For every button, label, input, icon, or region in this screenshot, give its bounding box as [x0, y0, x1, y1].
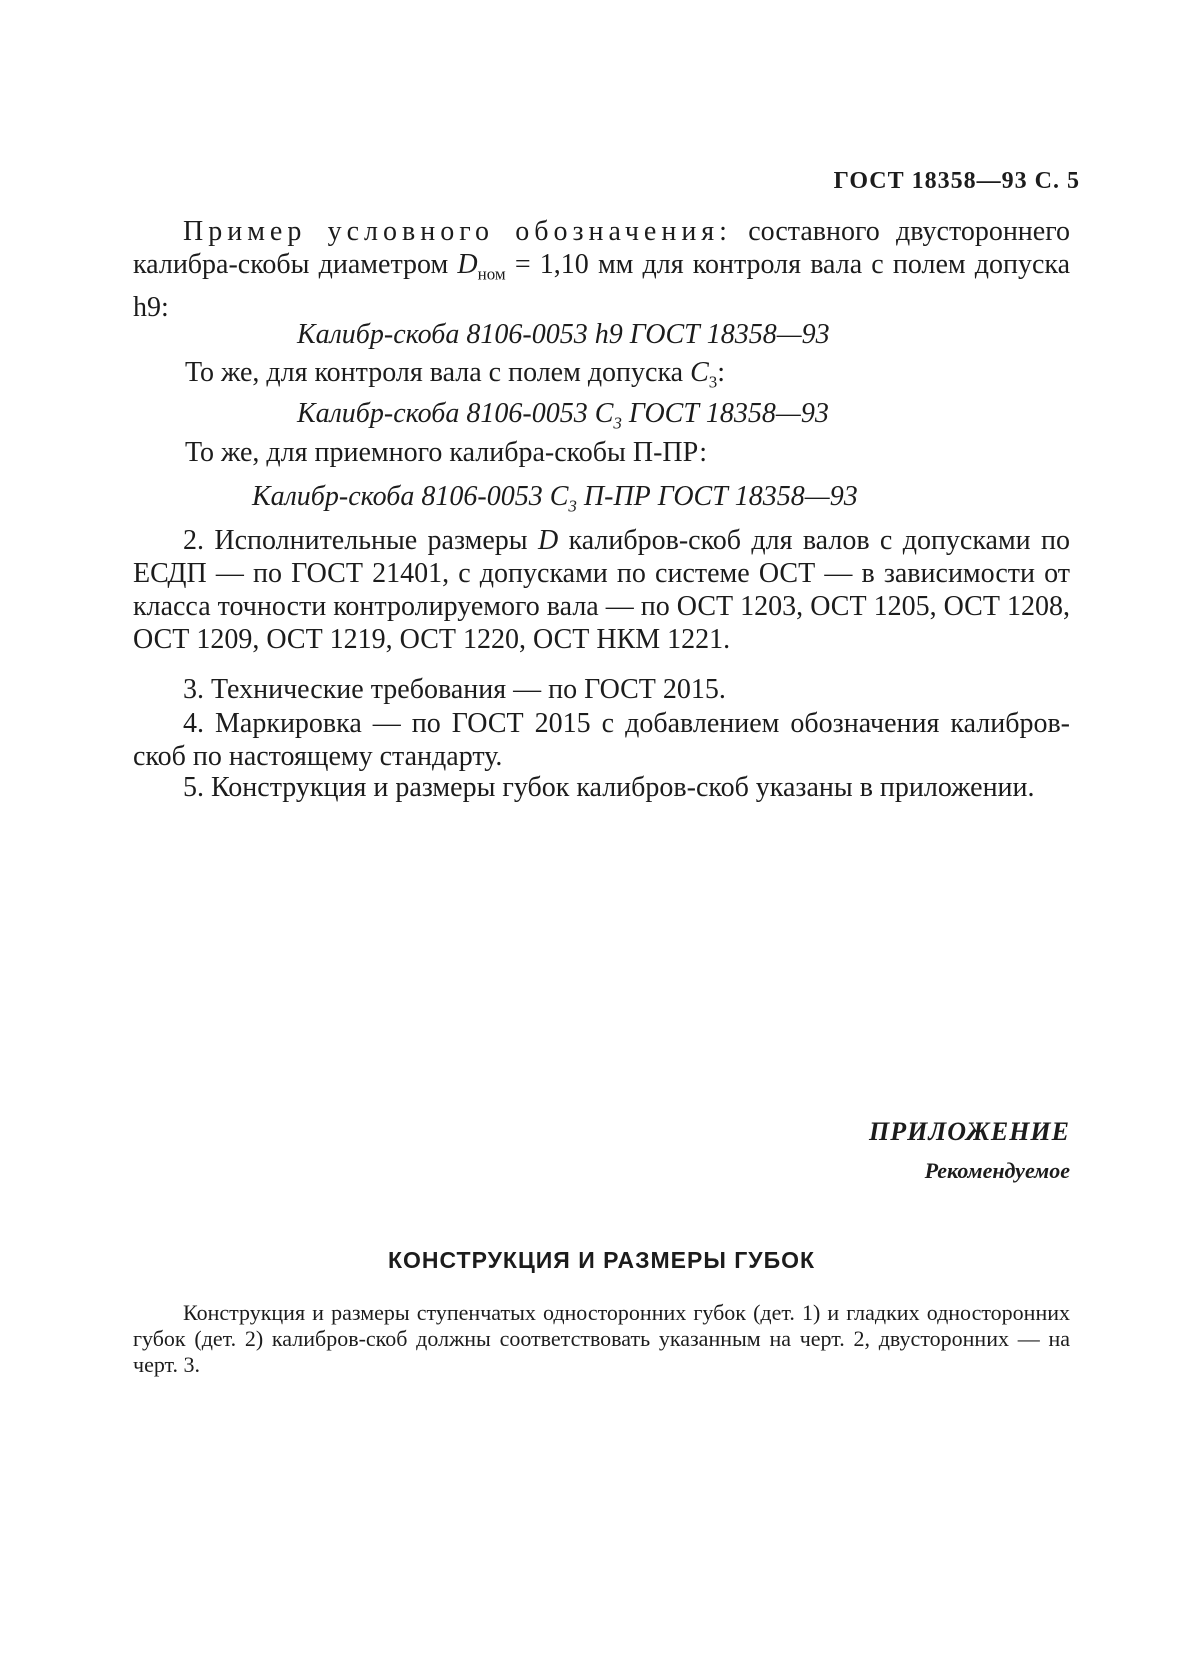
- section-title: КОНСТРУКЦИЯ И РАЗМЕРЫ ГУБОК: [387, 1247, 816, 1273]
- page-number: С. 5: [1034, 168, 1080, 194]
- standard-number: ГОСТ 18358—93: [833, 168, 1028, 194]
- example-intro-paragraph: [133, 215, 1070, 324]
- diameter-subscript: ном: [477, 264, 506, 284]
- acceptance-intro: То же, для приемного калибра-скобы П-ПР:: [185, 437, 708, 468]
- example-lead: Пример условного обозначения:: [183, 216, 732, 247]
- item-5: 5. Конструкция и размеры губок калибров-скоб указаны в приложении.: [183, 772, 1035, 803]
- designation-example-3: Калибр-скоба 8106-0053 $C_3$ П-ПР ГОСТ 18358—93: [252, 481, 858, 516]
- item-4: 4. Маркировка — по ГОСТ 2015 с добавлением обозначения калибров-скоб по настоящему стандарту.: [133, 708, 1070, 772]
- diameter-symbol: D: [457, 249, 478, 280]
- example-text-after-symbol: = 1,10 мм для контроля вала с полем допуска h9:: [133, 249, 1071, 323]
- example-text-before-symbol: составного двустороннего калибра-скобы диаметром: [133, 216, 1070, 280]
- appendix-paragraph: Конструкция и размеры ступенчатых односторонних губок (дет. 1) и гладких односторонних губок (дет. 2) калибров-скоб должны соответствовать указанным на черт. 2, двусторонних — на черт. 3.: [133, 1300, 1070, 1377]
- designation-example-2: Калибр-скоба 8106-0053 $C_3$ ГОСТ 18358—93: [297, 398, 829, 433]
- item-2: 2. Исполнительные размеры D калибров-скоб для валов с допусками по ЕСДП — по ГОСТ 21401, с допусками по системе ОСТ — в зависимости от класса точности контролируемого вала — по ОСТ 1203, ОСТ 1205, ОСТ 1208, ОСТ 1209, ОСТ 1219, ОСТ 1220, ОСТ НКМ 1221.: [133, 525, 1071, 655]
- c-symbol: C: [690, 357, 709, 388]
- item-3: 3. Технические требования — по ГОСТ 2015.: [183, 674, 726, 705]
- appendix-title: ПРИЛОЖЕНИЕ: [869, 1117, 1070, 1146]
- designation-example-1: Калибр-скоба 8106-0053 h9 ГОСТ 18358—93: [297, 319, 830, 350]
- page-header: [760, 168, 1080, 195]
- same-c3-intro: То же, для контроля вала с полем допуска $C_3$:: [185, 357, 726, 392]
- appendix-status: Рекомендуемое: [924, 1158, 1070, 1183]
